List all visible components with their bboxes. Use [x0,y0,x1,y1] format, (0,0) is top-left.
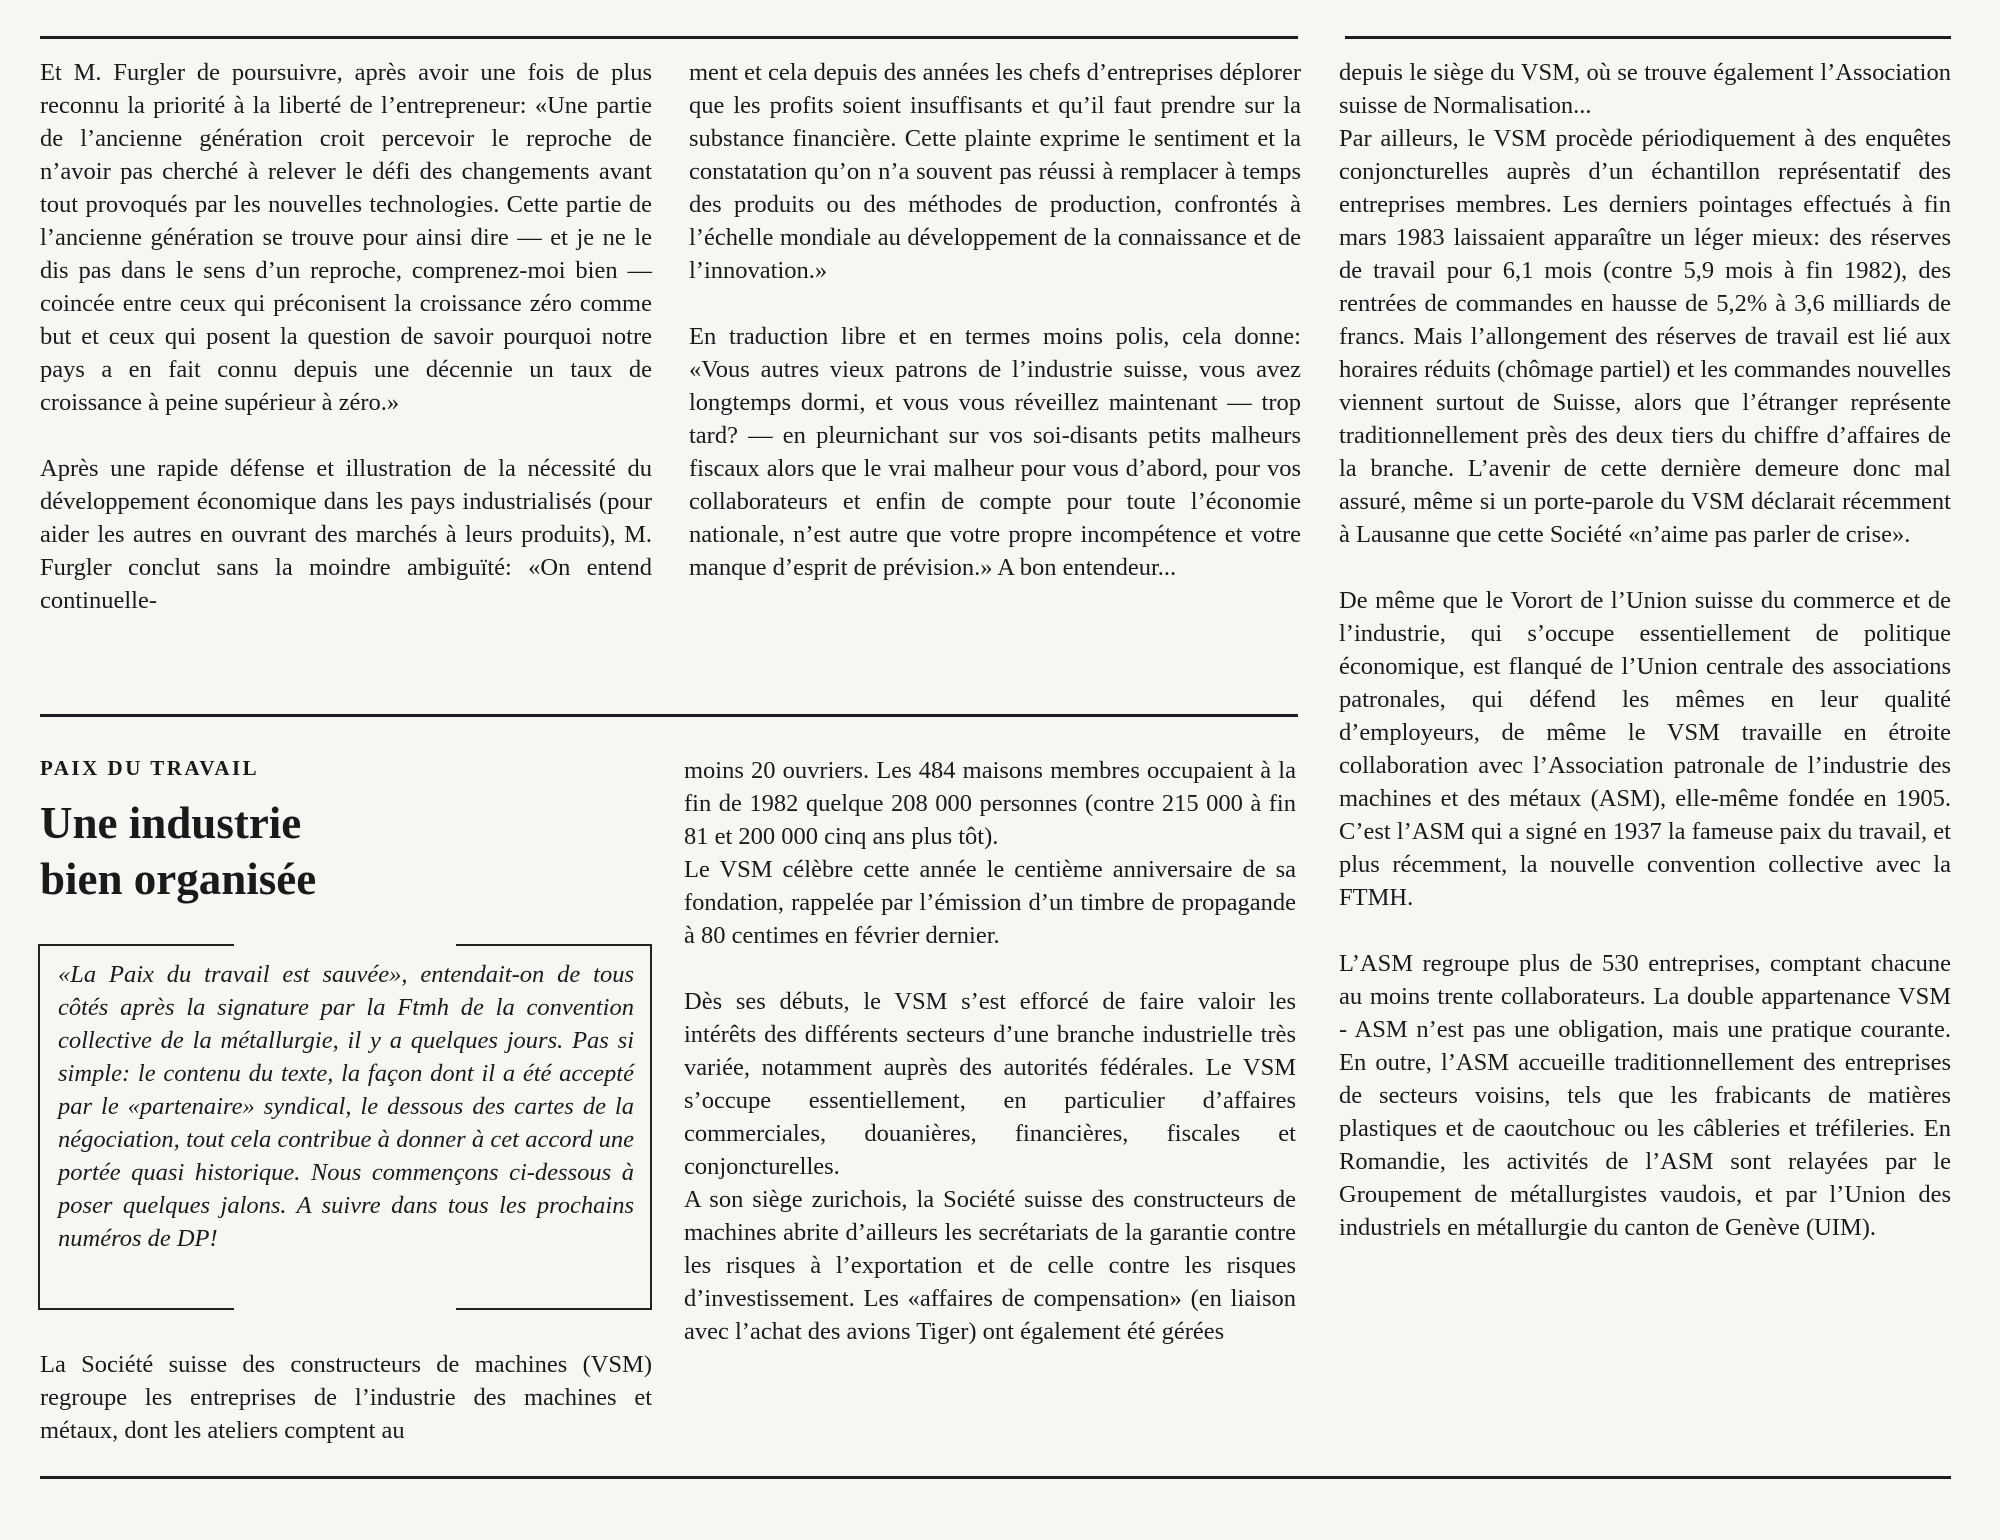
article-column-2 [684,754,1296,1348]
top-rule-right [1345,36,1951,39]
intro-box-top-tick-left [38,944,234,946]
upper-column-1 [40,56,652,617]
headline-line-1: Une industrie [40,798,302,848]
article-col2-paragraph-2: Le VSM célèbre cette année le centième anniversaire de sa fondation, rappelée par l’émission d’un timbre de propagande à 80 centimes en février dernier. [684,856,1296,949]
article-headline [40,795,316,907]
headline-line-2: bien organisée [40,854,317,904]
article-col3-paragraph-4: L’ASM regroupe plus de 530 entreprises, comptant chacune au moins trente collaborateurs. La double appartenance VSM - ASM n’est pas une obligation, mais une pratique courante. En outre, l’ASM accueille traditionnellement des entreprises de secteurs voisins, tels que les frabicants de matières plastiques et de caoutchouc ou les câbleries et tréfileries. En Romandie, les activités de l’ASM sont relayées par le Groupement de métallurgistes vaudois, et par l’Union des industriels en métallurgie du canton de Genève (UIM). [1339,950,1951,1241]
upper-col2-paragraph-1: ment et cela depuis des années les chefs d’entreprises déplorer que les profits soient insuffisants et qu’il faut prendre sur la substance financière. Cette plainte exprime le sentiment et la constatation qu’on n’a souvent pas réussi à remplacer à temps des produits ou des méthodes de production, confrontés à l’échelle mondiale au développement de la connaissance et de l’innovation.» [689,59,1301,284]
article-column-1 [40,1348,652,1447]
top-rule-left [40,36,1298,39]
article-column-3 [1339,56,1951,1244]
upper-column-2 [689,56,1301,584]
article-kicker: PAIX DU TRAVAIL [40,756,260,780]
section-rule [40,714,1298,717]
upper-col1-paragraph-2: Après une rapide défense et illustration de la nécessité du développement économique dans les pays industrialisés (pour aider les autres en ouvrant des marchés à leurs produits), M. Furgler conclut sans la moindre ambiguïté: «On entend continuelle- [40,455,652,614]
article-col2-paragraph-4: A son siège zurichois, la Société suisse des constructeurs de machines abrite d’ailleurs les secrétariats de la garantie contre les risques à l’exportation et de celle contre les risques d’investissement. Les «affaires de compensation» (en liaison avec l’achat des avions Tiger) ont également été gérées [684,1186,1296,1345]
upper-col2-paragraph-2: En traduction libre et en termes moins polis, cela donne: «Vous autres vieux patrons de l’industrie suisse, vous avez longtemps dormi, et vous vous réveillez maintenant — trop tard? — en pleurnichant sur vos soi-disants petits malheurs fiscaux alors que le vrai malheur pour vous d’abord, pour vos collaborateurs et enfin de compte pour toute l’économie nationale, n’est autre que votre propre incompétence et votre manque d’esprit de prévision.» A bon entendeur... [689,323,1301,581]
article-col3-paragraph-2: Par ailleurs, le VSM procède périodiquement à des enquêtes conjoncturelles auprès d’un échantillon représentatif des entreprises membres. Les derniers pointages effectués à fin mars 1983 laissaient apparaître un léger mieux: des réserves de travail pour 6,1 mois (contre 5,9 mois à fin 1982), des rentrées de commandes en hausse de 5,2% à 3,6 milliards de francs. Mais l’allongement des réserves de travail est lié aux horaires réduits (chômage partiel) et les commandes nouvelles viennent surtout de Suisse, alors que l’étranger représente traditionnellement près des deux tiers du chiffre d’affaires de la branche. L’avenir de cette dernière demeure donc mal assuré, même si un porte-parole du VSM déclarait récemment à Lausanne que cette Société «n’aime pas parler de crise». [1339,125,1951,548]
article-col1-paragraph-1: La Société suisse des constructeurs de machines (VSM) regroupe les entreprises de l’industrie des machines et métaux, dont les ateliers comptent au [40,1351,652,1444]
bottom-rule [40,1476,1951,1479]
intro-box [38,944,652,1310]
article-col3-paragraph-1: depuis le siège du VSM, où se trouve également l’Association suisse de Normalisation... [1339,59,1951,119]
upper-col1-paragraph-1: Et M. Furgler de poursuivre, après avoir une fois de plus reconnu la priorité à la liberté de l’entrepreneur: «Une partie de l’ancienne génération croit percevoir le reproche de n’avoir pas cherché à relever le défi des changements avant tout provoqués par les nouvelles technologies. Cette partie de l’ancienne génération se trouve pour ainsi dire — et je ne le dis pas dans le sens d’un reproche, comprenez-moi bien — coincée entre ceux qui préconisent la croissance zéro comme but et ceux qui posent la question de savoir pourquoi notre pays a en fait connu depuis une décennie un taux de croissance à peine supérieur à zéro.» [40,59,652,416]
intro-box-text: «La Paix du travail est sauvée», entendait-on de tous côtés après la signature par la Ftmh de la convention collective de la métallurgie, il y a quelques jours. Pas si simple: le contenu du texte, la façon dont il a été accepté par le «partenaire» syndical, le dessous des cartes de la négociation, tout cela contribue à donner à cet accord une portée quasi historique. Nous commençons ci-dessous à poser quelques jalons. A suivre dans tous les prochains numéros de DP! [58,961,634,1252]
article-col3-paragraph-3: De même que le Vorort de l’Union suisse du commerce et de l’industrie, qui s’occupe essentiellement de politique économique, est flanqué de l’Union centrale des associations patronales, qui défend les mêmes en leur qualité d’employeurs, de même le VSM travaille en étroite collaboration avec l’Association patronale de l’industrie des machines et des métaux (ASM), elle-même fondée en 1905. C’est l’ASM qui a signé en 1937 la fameuse paix du travail, et plus récemment, la nouvelle convention collective avec la FTMH. [1339,587,1951,911]
article-col2-paragraph-1: moins 20 ouvriers. Les 484 maisons membres occupaient à la fin de 1982 quelque 208 000 personnes (contre 215 000 à fin 81 et 200 000 cinq ans plus tôt). [684,757,1296,850]
article-col2-paragraph-3: Dès ses débuts, le VSM s’est efforcé de faire valoir les intérêts des différents secteurs d’une branche industrielle très variée, notamment auprès des autorités fédérales. Le VSM s’occupe essentiellement, en particulier d’affaires commerciales, douanières, financières, fiscales et conjoncturelles. [684,988,1296,1180]
intro-box-top-tick-right [456,944,652,946]
intro-box-bottom-tick-left [38,1308,234,1310]
intro-box-bottom-tick-right [456,1308,652,1310]
